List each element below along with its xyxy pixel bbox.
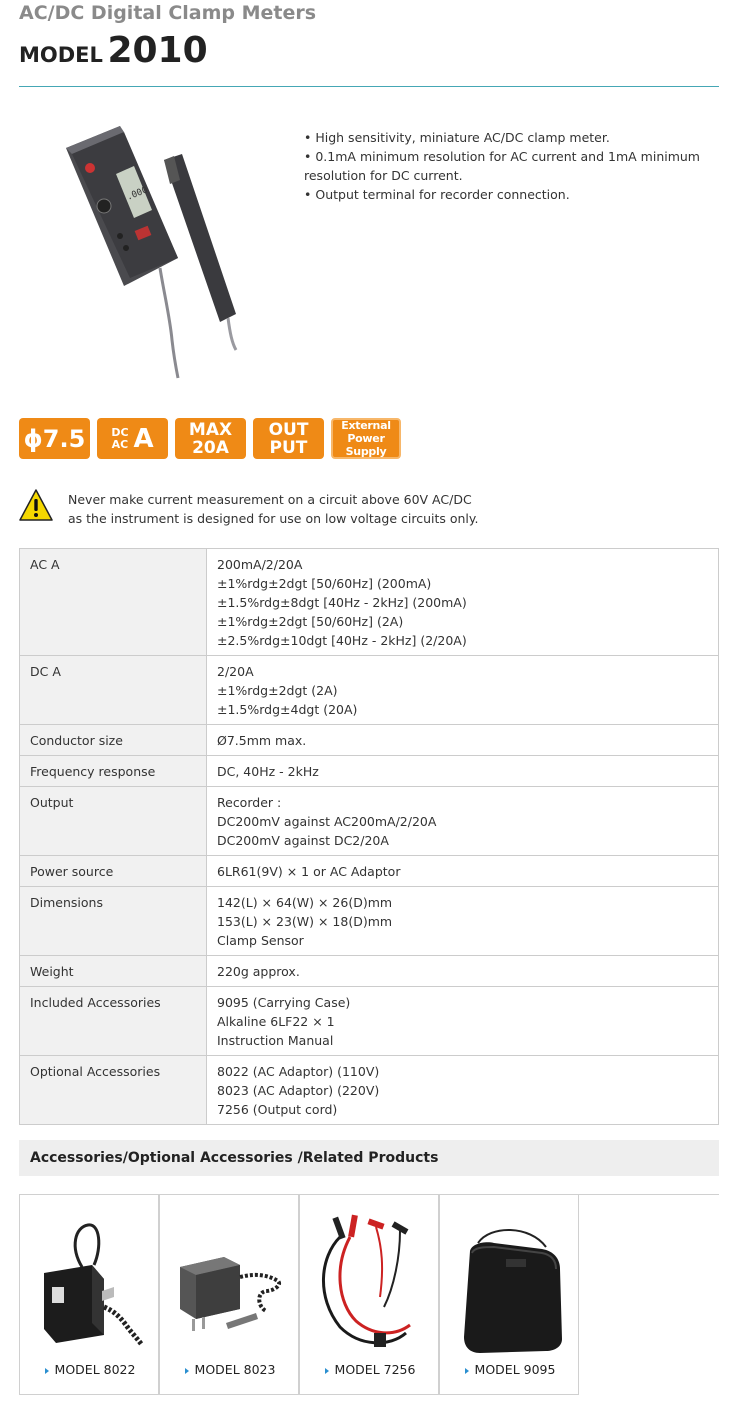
- header-divider: [19, 86, 719, 87]
- spec-label: DC A: [20, 656, 207, 725]
- spec-row: [20, 887, 719, 956]
- carrying-case-icon: [450, 1207, 570, 1357]
- spec-label: Power source: [20, 856, 207, 887]
- spec-row: [20, 1056, 719, 1125]
- accessory-7256[interactable]: MODEL 7256: [299, 1195, 439, 1395]
- spec-value-line: DC200mV against AC200mA/2/20A: [217, 814, 437, 829]
- spec-value-line: Ø7.5mm max.: [217, 733, 307, 748]
- warning-line: as the instrument is designed for use on low voltage circuits only.: [68, 511, 479, 526]
- spec-value: [207, 956, 719, 987]
- spec-value-line: 2/20A: [217, 664, 254, 679]
- spec-value: [207, 656, 719, 725]
- model-prefix: MODEL: [19, 43, 103, 67]
- model-number: 2010: [107, 30, 208, 71]
- spec-row: [20, 656, 719, 725]
- spec-row: [20, 856, 719, 887]
- spec-label: Weight: [20, 956, 207, 987]
- spec-value-line: DC, 40Hz - 2kHz: [217, 764, 319, 779]
- spec-value-line: ±1%rdg±2dgt [50/60Hz] (200mA): [217, 576, 432, 591]
- spec-value: [207, 887, 719, 956]
- spec-value-line: 7256 (Output cord): [217, 1102, 338, 1117]
- warning-line: Never make current measurement on a circuit above 60V AC/DC: [68, 492, 472, 507]
- warning-icon: [19, 488, 53, 524]
- spec-value-line: ±1%rdg±2dgt [50/60Hz] (2A): [217, 614, 404, 629]
- output-badge: OUT PUT: [253, 418, 324, 459]
- spec-value-line: 220g approx.: [217, 964, 300, 979]
- spec-label: Dimensions: [20, 887, 207, 956]
- spec-value: [207, 725, 719, 756]
- dc-ac-amp-badge: DC AC A: [97, 418, 168, 459]
- feature-item: • 0.1mA minimum resolution for AC current and 1mA minimum resolution for DC current.: [304, 147, 714, 185]
- feature-list: [304, 128, 714, 204]
- spec-value-line: ±2.5%rdg±10dgt [40Hz - 2kHz] (2/20A): [217, 633, 467, 648]
- accessory-8022[interactable]: MODEL 8022: [19, 1195, 159, 1395]
- accessories-list: [19, 1194, 719, 1395]
- warning-notice: [19, 488, 479, 528]
- external-power-badge: External Power Supply: [331, 418, 401, 459]
- spec-label: Optional Accessories: [20, 1056, 207, 1125]
- spec-value-line: ±1.5%rdg±8dgt [40Hz - 2kHz] (200mA): [217, 595, 467, 610]
- spec-label: AC A: [20, 549, 207, 656]
- accessories-section-title: Accessories/Optional Accessories /Related Products: [19, 1140, 719, 1176]
- spec-value-line: 8023 (AC Adaptor) (220V): [217, 1083, 380, 1098]
- spec-row: [20, 725, 719, 756]
- conductor-size-badge: ϕ7.5: [19, 418, 90, 459]
- feature-badges: [19, 418, 408, 459]
- spec-value-line: 9095 (Carrying Case): [217, 995, 351, 1010]
- spec-value-line: 200mA/2/20A: [217, 557, 303, 572]
- spec-value-line: 8022 (AC Adaptor) (110V): [217, 1064, 380, 1079]
- max-current-badge: MAX 20A: [175, 418, 246, 459]
- accessory-9095[interactable]: MODEL 9095: [439, 1195, 579, 1395]
- spec-value-line: Alkaline 6LF22 × 1: [217, 1014, 335, 1029]
- clamp-meter-image: [60, 118, 250, 388]
- spec-label: Output: [20, 787, 207, 856]
- spec-value: [207, 1056, 719, 1125]
- spec-value: [207, 787, 719, 856]
- spec-value-line: 153(L) × 23(W) × 18(D)mm: [217, 914, 393, 929]
- feature-item: • Output terminal for recorder connection.: [304, 185, 714, 204]
- output-cord-icon: [310, 1207, 430, 1357]
- spec-value-line: Instruction Manual: [217, 1033, 334, 1048]
- accessory-8023[interactable]: MODEL 8023: [159, 1195, 299, 1395]
- spec-value-line: Clamp Sensor: [217, 933, 304, 948]
- ac-adaptor-8022-icon: [30, 1207, 150, 1357]
- spec-table: [19, 548, 719, 1125]
- spec-row: [20, 987, 719, 1056]
- spec-value-line: 142(L) × 64(W) × 26(D)mm: [217, 895, 393, 910]
- category-title: AC/DC Digital Clamp Meters: [19, 2, 317, 24]
- spec-value: [207, 987, 719, 1056]
- spec-value: [207, 856, 719, 887]
- spec-value-line: DC200mV against DC2/20A: [217, 833, 389, 848]
- feature-item: • High sensitivity, miniature AC/DC clamp meter.: [304, 128, 714, 147]
- ac-adaptor-8023-icon: [170, 1207, 290, 1357]
- spec-row: [20, 956, 719, 987]
- spec-value-line: ±1%rdg±2dgt (2A): [217, 683, 338, 698]
- spec-row: [20, 787, 719, 856]
- spec-value: [207, 756, 719, 787]
- model-heading: [19, 30, 208, 71]
- spec-label: Included Accessories: [20, 987, 207, 1056]
- spec-value-line: 6LR61(9V) × 1 or AC Adaptor: [217, 864, 401, 879]
- svg-text:.000: .000: [125, 185, 150, 203]
- spec-label: Frequency response: [20, 756, 207, 787]
- spec-value-line: Recorder :: [217, 795, 282, 810]
- spec-value-line: ±1.5%rdg±4dgt (20A): [217, 702, 358, 717]
- spec-row: [20, 549, 719, 656]
- spec-value: [207, 549, 719, 656]
- spec-row: [20, 756, 719, 787]
- spec-label: Conductor size: [20, 725, 207, 756]
